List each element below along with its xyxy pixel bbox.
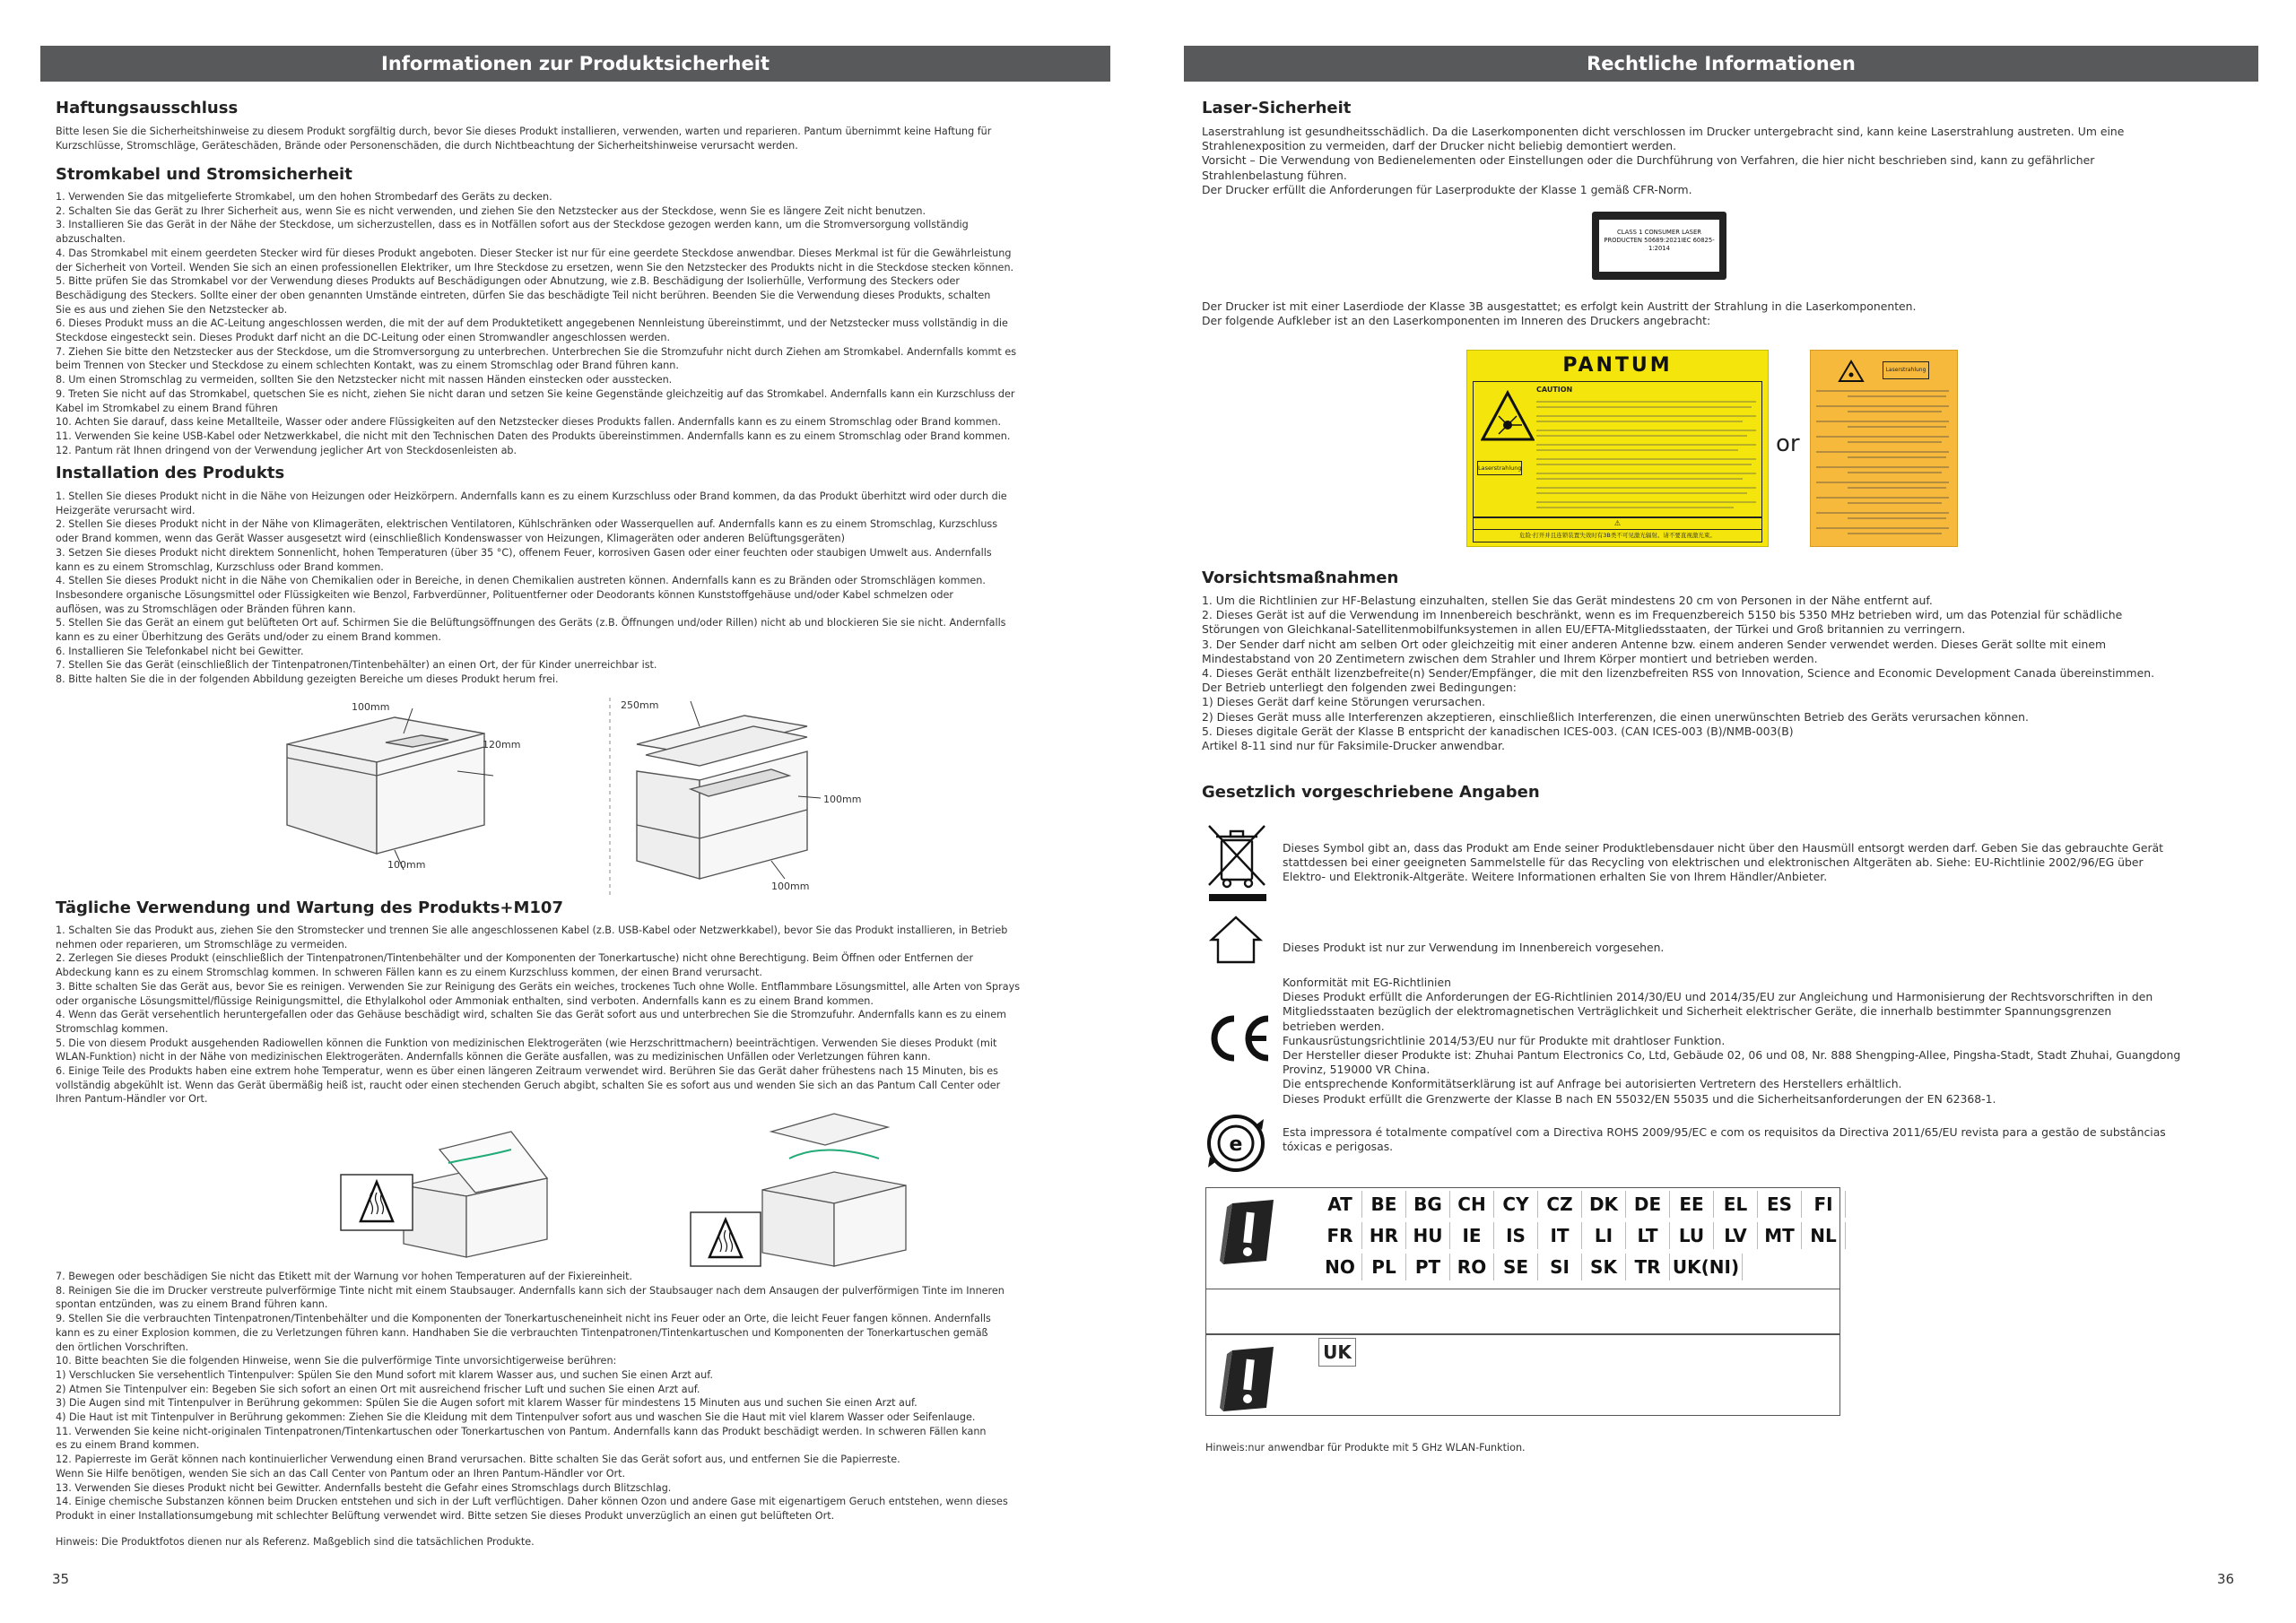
restriction-alert-icon [1220,1198,1279,1266]
text-line: spontan entzünden, was zu einem Brand führen kann. [56,1298,328,1311]
uk-box [1205,1333,1840,1416]
text-line: 10. Bitte beachten Sie die folgenden Hinweise, wenn Sie die pulverförmige Tinte unvorsichtigerweise berühren: [56,1355,617,1367]
text-line: 7. Bewegen oder beschädigen Sie nicht das Etikett mit der Warnung vor hohen Temperaturen auf der Fixiereinheit. [56,1271,633,1282]
sticker-fine-print [1536,396,1761,522]
text-line: 3. Installieren Sie das Gerät in der Nähe der Steckdose, um sicherzustellen, dass es in Notfällen sofort aus der Steckdose gezogen werden kann, um die Stromversorgung vollständig [56,219,969,231]
text-line: Strahlenbelastung führen. [1202,168,1347,182]
sticker-tag: Laserstrahlung [1477,461,1522,475]
text-line: Heizgeräte verursacht wird. [56,504,196,516]
country-code: FI [1802,1191,1846,1218]
country-code: CY [1494,1191,1538,1218]
text-line: Artikel 8-11 sind nur für Faksimile-Drucker anwendbar. [1202,739,1505,753]
text-line: kann es zu einer Überhitzung des Geräts und/oder zu einem Brand kommen. [56,631,441,644]
strom-text [56,190,1016,457]
text-line: Dieses Symbol gibt an, dass das Produkt am Ende seiner Produktlebensdauer nicht über den Hausmüll entsorgt werden darf. Geben Sie das gebrauchte Gerät [1283,841,2164,855]
label-front-left: 100mm [387,859,426,871]
text-line: 8. Um einen Stromschlag zu vermeiden, sollten Sie den Netzstecker nicht mit nassen Händen einstecken oder ausstecken. [56,374,673,386]
country-code: HR [1362,1222,1406,1249]
indoor-text: Dieses Produkt ist nur zur Verwendung im Innenbereich vorgesehen. [1283,941,1665,954]
text-line: 5. Die von diesem Produkt ausgehenden Radiowellen können die Funktion von medizinischen Elektrogeräten (wie Herzschrittmachern) beeinträchtigen. Verwenden Sie dieses Produkt (mit [56,1037,997,1049]
label-top-left: 100mm [352,701,390,713]
text-line: 4. Stellen Sie dieses Produkt nicht in die Nähe von Chemikalien oder in Bereiche, in denen Chemikalien austreten können. Andernfalls kann es zu Bränden oder Stromschlägen kommen. [56,575,986,587]
laser-class-label-text [1599,220,1719,272]
restriction-alert-icon-uk [1220,1345,1279,1413]
text-line: Provinz, 519000 VR China. [1283,1063,1431,1077]
laser-sticker-1 [1466,350,1769,547]
text-line: oder organische Lösungsmittel/flüssige Reinigungsmittel, die Ethylalkohol oder Ammoniak enthalten, sind verboten. Andernfalls kann es zu einem Brand kommen. [56,994,874,1007]
country-code: LU [1670,1222,1714,1249]
text-line: 1. Stellen Sie dieses Produkt nicht in die Nähe von Heizungen oder Heizkörpern. Andernfalls kann es zu einem Kurzschluss oder Brand kommen, da das Produkt überhitzt wird oder durch die [56,490,1007,502]
vorsicht-title: Vorsichtsmaßnahmen [1202,568,1399,587]
right-banner: Rechtliche Informationen [1184,46,2258,82]
laser-warning-icon-2 [1838,360,1865,383]
text-line: der Sicherheit von Vorteil. Wenden Sie sich an einen professionellen Elektriker, um Ihre Steckdose zu ersetzen, wenn Sie den Netzstecker des Produkts nicht in die Steckdose stecken können. [56,261,1014,273]
country-code: PL [1362,1254,1406,1280]
label-side-left: 120mm [483,739,521,751]
country-code: DE [1626,1191,1670,1218]
text-line: 6. Einige Teile des Produkts haben eine extrem hohe Temperatur, wenn es über einen längeren Zeitraum verwendet wird. Berühren Sie das Gerät daher frühestens nach 15 Minuten, bis es [56,1065,999,1078]
text-line: Dieses Produkt erfüllt die Anforderungen der EG-Richtlinien 2014/30/EU und 2014/35/EU zur Angleichung und Harmonisierung der Rechtsvorschriften in den [1283,990,2153,1004]
country-code: IE [1450,1222,1494,1249]
page-number-left: 35 [52,1571,70,1587]
rohs-icon [1205,1112,1267,1175]
text-line: Laserstrahlung ist gesundheitsschädlich. Da die Laserkomponenten dicht verschlossen im Drucker untergebracht sind, kann keine Laserstrahlung austreten. Um eine [1202,125,2125,138]
text-line: Mitgliedsstaaten bezüglich der elektromagnetischen Verträglichkeit und Sicherheit elektrischer Geräte, die innerhalb bestimmter Spannungsgrenzen [1283,1004,2112,1019]
arrow-top-right [691,701,700,726]
text-line: Störungen von Gleichkanal-Satellitenmobilfunksystemen in allen EU/EFTA-Mitgliedsstaaten, der Türkei und Groß britannien zu verringern. [1202,622,1966,637]
text-line: stattdessen bei einer geeigneten Sammelstelle für das Recycling von elektrischen und elektronischen Altgeräten ab. Siehe: EU-Richtlinie 2002/96/EG über [1283,855,2144,870]
country-code: BG [1406,1191,1450,1218]
page-number-right: 36 [2217,1571,2235,1587]
text-line: Steckdose eingesteckt sein. Dieses Produkt darf nicht an die DC-Leitung oder einen Stromwandler angeschlossen werden. [56,332,671,344]
text-line: 5. Dieses digitale Gerät der Klasse B entspricht der kanadischen ICES-003. (CAN ICES-003 (B)/NMB-003(B) [1202,724,1794,738]
text-line: IEC 60825-1:2014 [1648,237,1715,252]
laser-warning-icon [1481,389,1535,443]
text-line: CLASS 1 CONSUMER LASER PRODUCT [1604,229,1702,244]
text-line: 2) Dieses Gerät muss alle Interferenzen akzeptieren, einschließlich Interferenzen, die einen unerwünschten Betrieb des Geräts verursachen können. [1202,709,2029,724]
text-line: 8. Bitte halten Sie die in der folgenden Abbildung gezeigten Bereiche um dieses Produkt herum frei. [56,673,559,686]
text-line: 3. Setzen Sie dieses Produkt nicht direktem Sonnenlicht, hohen Temperaturen (über 35 °C), offenem Feuer, korrosiven Gasen oder einer feuchten oder staubigen Umwelt aus. Andernfalls [56,546,992,559]
text-line: Elektro- und Elektronik-Altgeräte. Weitere Informationen erhalten Sie von Ihrem Händler/Anbieter. [1283,870,1828,884]
text-line: 4. Dieses Gerät enthält lizenzbefreite(n) Sender/Empfänger, die mit den lizenzbefreiten RSS von Innovation, Science and Economic Development Canada übereinstimmen. [1202,666,2155,681]
haftung-text [56,125,991,152]
text-line: kann es zu einer Explosion kommen, die zu Verletzungen führen kann. Handhaben Sie die verbrauchten Tintenpatronen/Tintenkartuschen und Komponenten der Tonerkartuschen gemäß [56,1326,988,1339]
text-line: 2. Zerlegen Sie dieses Produkt (einschließlich der Tintenpatronen/Tintenbehälter und der Komponenten der Tonerkartusche) nicht ohne Berechtigung. Beim Öffnen oder Entfernen der [56,952,974,965]
text-line: es zu einem Brand kommen. [56,1439,200,1452]
text-line: 11. Verwenden Sie keine USB-Kabel oder Netzwerkkabel, die nicht mit den Technischen Daten des Produkts übereinstimmen. Andernfalls kann es zu einem Stromschlag oder Brand kommen. [56,430,1011,442]
country-code: LT [1626,1222,1670,1249]
indoor-house-icon [1209,915,1263,965]
laser-class-label [1592,212,1726,280]
country-code: TR [1626,1254,1670,1280]
text-line: 7. Ziehen Sie bitte den Netzstecker aus der Steckdose, um die Stromversorgung zu unterbrechen. Unterbrechen Sie die Stromzufuhr nicht durch Ziehen am Stromkabel. Andernfalls kommt es [56,345,1017,358]
daily-text-a [56,924,1020,1107]
text-line: Bitte lesen Sie die Sicherheitshinweise zu diesem Produkt sorgfältig durch, bevor Sie dieses Produkt installieren, verwenden, warten und reparieren. Pantum übernimmt keine Haftung für [56,126,992,137]
text-line: 8. Reinigen Sie die im Drucker verstreute pulverförmige Tinte nicht mit einem Staubsauger. Andernfalls kann sich der Staubsauger nach dem Ansaugen der pulverförmigen Tinte im Inneren [56,1284,1004,1297]
country-code: NL [1802,1222,1846,1249]
text-line: vollständig abgekühlt ist. Wenn das Gerät übermäßig heiß ist, raucht oder einen stechenden Geruch abgibt, schalten Sie es sofort aus und wenden Sie sich an das Pantum Call Center oder [56,1079,1001,1091]
text-line: 14. Einige chemische Substanzen können beim Drucken entstehen und sich in der Luft verflüchtigen. Daher können Ozon und andere Gase mit eigenartigem Geruch entstehen, wenn dieses [56,1496,1008,1508]
country-code: LV [1714,1222,1758,1249]
text-line: 3. Bitte schalten Sie das Gerät aus, bevor Sie es reinigen. Verwenden Sie zur Reinigung des Geräts ein weiches, trockenes Tuch ohne Wolle. Entflammbare Lösungsmittel, alle Arten von Sprays [56,980,1021,993]
text-line: Beschädigung des Steckers. Sollte einer der oben genannten Umstände eintreten, dürfen Sie das beschädigte Teil nicht berühren. Beenden Sie die Verwendung dieses Produkts, schalten [56,289,991,301]
text-line: 7. Stellen Sie das Gerät (einschließlich der Tintenpatronen/Tintenbehälter) an einen Ort, der für Kinder unerreichbar ist. [56,659,657,672]
country-code: MT [1758,1222,1802,1249]
text-line: tóxicas e perigosas. [1283,1140,1394,1154]
svg-text:e: e [1229,1133,1243,1156]
text-line: Mindestabstand von 20 Zentimetern zwischen dem Strahler und Ihrem Körper montiert und betrieben werden. [1202,651,1818,665]
arrow-front-right [771,861,785,879]
text-line: 3. Der Sender darf nicht am selben Ort oder gleichzeitig mit einer anderen Antenne bzw. einem anderen Sender verwendet werden. Dieses Gerät sollte mit einem [1202,637,2107,651]
country-code: RO [1450,1254,1494,1280]
text-line: Esta impressora é totalmente compatível com a Directiva ROHS 2009/95/EC e com os requisitos da Directiva 2011/65/EU revista para a gestão de substâncias [1283,1125,2166,1139]
text-line: auflösen, was zu Stromschlägen oder Bränden führen kann. [56,603,356,615]
text-line: Dieses Produkt erfüllt die Grenzwerte der Klasse B nach EN 55032/EN 55035 und die Sicherheitsanforderungen der EN 62368-1. [1283,1091,1996,1106]
printer-left-drawing [287,717,484,854]
vorsicht-text [1202,594,2154,753]
left-banner: Informationen zur Produktsicherheit [40,46,1110,82]
label-top-right: 250mm [621,699,659,711]
text-line: Insbesondere organische Lösungsmittel oder Flüssigkeiten wie Benzol, Farbverdünner, Polituentferner oder Deodorants können Kunststoffgehäuse und/oder Kabel schmelzen oder [56,588,953,601]
text-line: Stromschlag kommen. [56,1022,169,1035]
printer-open-left [404,1132,547,1257]
text-line: 9. Treten Sie nicht auf das Stromkabel, quetschen Sie es nicht, ziehen Sie nicht daran und setzen Sie keine Gegenstände gleichzeitig auf das Stromkabel. Andernfalls kann ein Kurzschluss der [56,387,1015,400]
weee-text [1283,841,2163,885]
text-line: 2. Dieses Gerät ist auf die Verwendung im Innenbereich beschränkt, wenn es im Frequenzbereich 5150 bis 5350 MHz betrieben wird, um das Potenzial für schädliche [1202,608,2123,622]
text-line: abzuschalten. [56,233,126,246]
country-code: EE [1670,1191,1714,1218]
country-code: HU [1406,1222,1450,1249]
laser-text [1202,125,2124,197]
country-code: PT [1406,1254,1450,1280]
sticker2-tag: Laserstrahlung [1883,361,1929,379]
text-line: Der Drucker ist mit einer Laserdiode der Klasse 3B ausgestattet; es erfolgt kein Austritt der Strahlung in die Laserkomponenten. [1202,299,1917,313]
text-line: Der Drucker erfüllt die Anforderungen für Laserprodukte der Klasse 1 gemäß CFR-Norm. [1202,182,1692,196]
rohs-text [1283,1125,2166,1154]
text-line: 1. Verwenden Sie das mitgelieferte Stromkabel, um den hohen Strombedarf des Geräts zu decken. [56,191,552,203]
text-line: 9. Stellen Sie die verbrauchten Tintenpatronen/Tintenbehälter und die Komponenten der Tonerkartuscheneinheit nicht ins Feuer oder an Orte, die leicht Feuer fangen können. Andernfalls [56,1313,991,1325]
or-label: or [1776,430,1800,457]
country-code: AT [1318,1191,1362,1218]
text-line: Abdeckung kann es zu einem Stromschlag kommen. In schweren Fällen kann es zu einem Kurzschluss kommen, der einen Brand verursacht. [56,967,762,979]
text-line: WLAN-Funktion) nicht in der Nähe von medizinischen Elektrogeräten. Andernfalls können die Geräte ausfallen, was zu medizinischen Unfällen oder Verletzungen führen kann. [56,1051,931,1063]
text-line: Der Betrieb unterliegt den folgenden zwei Bedingungen: [1202,681,1517,695]
country-code: CZ [1538,1191,1582,1218]
text-line: 12. Papierreste im Gerät können nach kontinuierlicher Verwendung einen Brand verursachen. Bitte schalten Sie das Gerät sofort aus, und entfernen Sie die Papierreste. [56,1454,900,1466]
text-line: 5. Stellen Sie das Gerät an einem gut belüfteten Ort auf. Schirmen Sie die Belüftungsöffnungen des Geräts (z.B. Öffnungen und/oder Rillen) nicht ab und blockieren Sie sie nicht. Andernfalls [56,617,1006,629]
text-line: betrieben werden. [1283,1019,1385,1033]
text-line: Kabel im Stromkabel zu einem Brand führen [56,402,278,414]
sticker-warn-glyph: ⚠ [1474,518,1761,530]
text-line: 4) Die Haut ist mit Tintenpulver in Berührung gekommen: Ziehen Sie die Kleidung mit dem Tintenpulver sofort aus und waschen Sie die Haut mit viel klarem Wasser oder Seifenlauge. [56,1411,976,1424]
text-line: EN 50689:2021 [1633,237,1682,244]
daily-title: Tägliche Verwendung und Wartung des Produkts+M107 [56,898,563,917]
text-line: 4. Wenn das Gerät versehentlich heruntergefallen oder das Gehäuse beschädigt wird, schalten Sie das Gerät sofort aus und unterbrechen Sie die Stromzufuhr. Andernfalls kann es zu einem [56,1009,1007,1021]
haftung-title: Haftungsausschluss [56,99,239,117]
weee-bin-icon [1204,820,1272,903]
country-box-lower [1205,1288,1840,1335]
text-line: Vorsicht – Die Verwendung von Bedienelementen oder Einstellungen oder die Durchführung von Verfahren, die hier nicht beschrieben sind, kann zu gefährlicher [1202,153,2095,168]
text-line: Der Hersteller dieser Produkte ist: Zhuhai Pantum Electronics Co, Ltd, Gebäude 02, 06 und 08, Nr. 888 Shengping-Allee, Pingsha-Stadt, Stadt Zhuhai, Guangdong [1283,1048,2181,1063]
text-line: Die entsprechende Konformitätserklärung ist auf Anfrage bei autorisierten Vertretern des Herstellers erhältlich. [1283,1077,1902,1091]
text-line: 5. Bitte prüfen Sie das Stromkabel vor der Verwendung dieses Produkts auf Beschädigungen oder Abnutzung, wie z.B. Beschädigung der Isolierhülle, Verformung des Steckers oder [56,275,960,288]
install-text [56,490,1007,687]
sticker-caution: CAUTION [1536,386,1573,394]
text-line: 6. Installieren Sie Telefonkabel nicht bei Gewitter. [56,645,304,657]
country-code: BE [1362,1191,1406,1218]
label-front-right: 100mm [771,881,810,892]
hot-surface-figure [332,1096,915,1275]
ce-text [1283,976,2180,1107]
text-line: 2. Stellen Sie dieses Produkt nicht in der Nähe von Klimageräten, elektrischen Ventilatoren, Kühlschränken oder Wasserquellen auf. Andernfalls kann es zu einem Stromschlag, Kurzschluss [56,518,998,531]
gesetz-title: Gesetzlich vorgeschriebene Angaben [1202,783,1540,802]
strom-title: Stromkabel und Stromsicherheit [56,165,352,184]
country-code: DK [1582,1191,1626,1218]
text-line: 1. Um die Richtlinien zur HF-Belastung einzuhalten, stellen Sie das Gerät mindestens 20 cm von Personen in der Nähe entfernt auf. [1202,594,1933,607]
daily-text-b [56,1270,1008,1523]
text-line: nehmen oder reparieren, um Stromschläge zu vermeiden. [56,938,348,950]
text-line: Ihren Pantum-Händler vor Ort. [56,1093,208,1106]
text-line: 11. Verwenden Sie keine nicht-originalen Tintenpatronen/Tintenkartuschen oder Tonerkartuschen von Pantum. Andernfalls kann das Produkt beschädigt werden. In schweren Fällen kann [56,1425,987,1437]
country-code: CH [1450,1191,1494,1218]
text-line: 13. Verwenden Sie dieses Produkt nicht bei Gewitter. Andernfalls besteht die Gefahr eines Stromschlags durch Blitzschlag. [56,1481,672,1494]
country-code: IS [1494,1222,1538,1249]
wlan-hinweis: Hinweis:nur anwendbar für Produkte mit 5 GHz WLAN-Funktion. [1205,1442,1526,1454]
text-line: Produkt in einer Installationsumgebung mit schlechter Belüftung verwendet wird. Bitte setzen Sie dieses Produkt unverzüglich an einen gut belüfteten Ort. [56,1509,835,1522]
text-line: den örtlichen Vorschriften. [56,1341,189,1353]
text-line: Der folgende Aufkleber ist an den Laserkomponenten im Inneren des Druckers angebracht: [1202,314,1711,328]
printer-right-drawing [637,716,807,879]
country-code: NO [1318,1254,1362,1280]
text-line: 10. Achten Sie darauf, dass keine Metallteile, Wasser oder andere Flüssigkeiten auf den Netzstecker dieses Produkts fallen. Andernfalls kann es zu einem Stromschlag oder Brand kommen. [56,416,1002,429]
text-line: kann es zu einem Stromschlag, Kurzschluss oder Brand kommen. [56,560,384,573]
country-uk: UK [1318,1338,1356,1367]
text-line: oder Brand kommen, wenn das Gerät Wasser ausgesetzt wird (einschließlich Kondenswasser von Heizungen, Klimageräten oder anderen Belüftungsgeräten) [56,533,845,545]
text-line: Funkausrüstungsrichtlinie 2014/53/EU nur für Produkte mit drahtloser Funktion. [1283,1033,1726,1047]
text-line: 1) Dieses Gerät darf keine Störungen verursachen. [1202,695,1486,709]
country-code: LI [1582,1222,1626,1249]
laser-text-2 [1202,299,1916,328]
text-line: 1. Schalten Sie das Produkt aus, ziehen Sie den Stromstecker und trennen Sie alle angeschlossenen Kabel (z.B. USB-Kabel oder Netzwerkkabel), bevor Sie das Produkt installieren, in Betrieb [56,924,1008,936]
sticker2-fine-print [1816,386,1951,539]
country-code: EL [1714,1191,1758,1218]
country-code: FR [1318,1222,1362,1249]
laser-sticker-2 [1810,350,1958,547]
country-code: IT [1538,1222,1582,1249]
daily-note: Hinweis: Die Produktfotos dienen nur als Referenz. Maßgeblich sind die tatsächlichen Produkte. [56,1536,535,1548]
text-line: 1) Verschlucken Sie versehentlich Tintenpulver: Spülen Sie den Mund sofort mit klarem Wasser aus, und suchen Sie einen Arzt auf. [56,1368,713,1381]
text-line: 2. Schalten Sie das Gerät zu Ihrer Sicherheit aus, wenn Sie es nicht verwenden, und ziehen Sie den Netzstecker aus der Steckdose, wenn Sie es längere Zeit nicht benutzen. [56,204,926,217]
text-line: 12. Pantum rät Ihnen dringend von der Verwendung jeglicher Art von Steckdosenleisten ab. [56,444,517,456]
printer-open-right [762,1114,906,1266]
text-line: Sie es aus und ziehen Sie den Netzstecker ab. [56,303,288,316]
install-title: Installation des Produkts [56,464,285,482]
text-line: Konformität mit EG-Richtlinien [1283,976,1451,989]
text-line: 3) Die Augen sind mit Tintenpulver in Berührung gekommen: Spülen Sie die Augen sofort mit klarem Wasser für mindestens 15 Minuten aus und suchen Sie einen Arzt auf. [56,1397,918,1410]
text-line: 6. Dieses Produkt muss an die AC-Leitung angeschlossen werden, die mit der auf dem Produktetikett angegebenen Nennleistung übereinstimmt, und der Netzstecker muss vollständig in die [56,317,1008,330]
text-line: 4. Das Stromkabel mit einem geerdeten Stecker wird für dieses Produkt angeboten. Dieser Stecker ist nur für eine geerdete Steckdose anwendbar. Dieses Merkmal ist für die Gewährleistung [56,247,1012,259]
text-line: Strahlenexposition zu vermeiden, darf der Drucker nicht beliebig demontiert werden. [1202,139,1677,153]
text-line: beim Trennen von Stecker und Steckdose zu einem schlechten Kontakt, was zu einem Stromschlag oder Brand führen kann. [56,360,679,372]
text-line: Kurzschlüsse, Stromschläge, Geräteschäden, Brände oder Personenschäden, die durch Nichtbeachtung der Sicherheitshinweise verursacht werden. [56,139,798,152]
laser-title: Laser-Sicherheit [1202,99,1352,117]
country-code: SK [1582,1254,1626,1280]
text-line: Wenn Sie Hilfe benötigen, wenden Sie sich an das Call Center von Pantum oder an Ihren Pantum-Händler vor Ort. [56,1467,626,1480]
country-code: SI [1538,1254,1582,1280]
ce-mark-icon [1204,1011,1274,1065]
right-page [1148,0,2296,1623]
clearance-figure [269,690,861,898]
sticker-brand: PANTUM [1562,354,1673,377]
sticker-bottom-text: 危险·打开并且连锁装置失效时有3B类不可见激光辐射。请不要直视激光束。 [1519,532,1716,539]
label-side-right: 100mm [823,794,862,805]
text-line: 2) Atmen Sie Tintenpulver ein: Begeben Sie sich sofort an einen Ort mit ausreichend frischer Luft und suchen Sie einen Arzt auf. [56,1383,700,1395]
country-code: ES [1758,1191,1802,1218]
country-code: UK(NI) [1670,1254,1743,1280]
country-code: SE [1494,1254,1538,1280]
